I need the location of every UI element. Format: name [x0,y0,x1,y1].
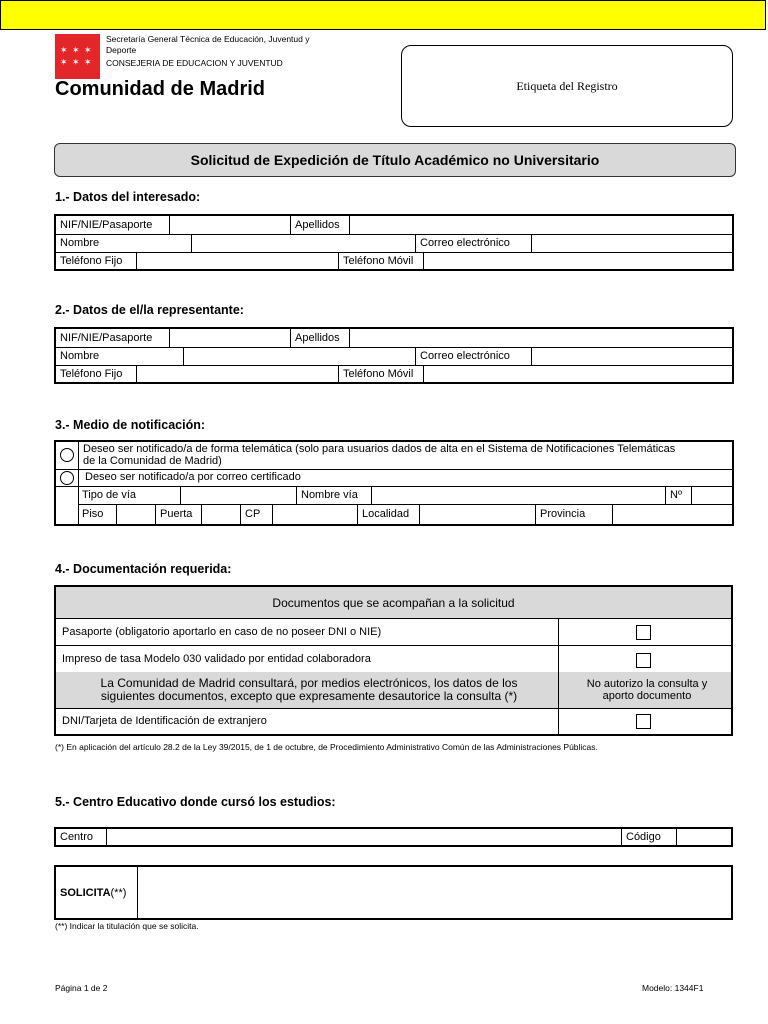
apellidos-label: Apellidos [291,216,350,234]
localidad-input[interactable] [420,504,536,524]
tel-movil-label: Teléfono Móvil [339,252,424,269]
rep-tel-movil-label: Teléfono Móvil [339,365,424,382]
tipo-via-label: Tipo de vía [78,486,181,504]
cp-input[interactable] [273,504,358,524]
rep-apellidos-input[interactable] [350,329,732,347]
section3-table [54,440,734,526]
top-highlight-bar [0,0,766,30]
nombre-via-input[interactable] [372,486,666,504]
section2-title: 2.- Datos de el/la representante: [55,303,244,317]
centro-input[interactable] [107,829,622,845]
consult-notice: La Comunidad de Madrid consultará, por medios electrónicos, los datos de los siguientes documentos, excepto que expresamente desautorice la consulta (*) [56,672,559,708]
section3-title: 3.- Medio de notificación: [55,418,206,432]
model-number: Modelo: 1344F1 [642,983,704,993]
section2-table [54,327,734,384]
section4-title: 4.- Documentación requerida: [55,562,232,576]
numero-label: Nº [666,486,692,504]
form-title: Solicitud de Expedición de Título Académico no Universitario [54,143,736,177]
codigo-input[interactable] [677,829,731,845]
rep-tel-fijo-input[interactable] [137,365,339,382]
org-name: Secretaría General Técnica de Educación, Juventud y Deporte CONSEJERIA DE EDUCACION Y JUVENTUD [106,34,310,68]
rep-nombre-input[interactable] [184,347,416,365]
rep-correo-input[interactable] [532,347,732,365]
numero-input[interactable] [692,486,732,504]
comunidad-madrid-logo: ✶ ✶ ✶ ✶ ✶ ✶ [55,34,100,79]
piso-input[interactable] [117,504,156,524]
puerta-input[interactable] [202,504,241,524]
tel-movil-input[interactable] [424,252,732,269]
brand-title: Comunidad de Madrid [55,78,265,100]
tel-fijo-input[interactable] [137,252,339,269]
nif-input[interactable] [170,216,291,234]
documents-header: Documentos que se acompañan a la solicitud [56,587,731,619]
rep-correo-label: Correo electrónico [416,347,532,365]
no-authorize-header: No autorizo la consulta y aporto documento [586,678,708,702]
notify-telematic-label: Deseo ser notificado/a de forma telemática (solo para usuarios dados de alta en el Sistema de Notificaciones Telemáticas de la Comunidad de Madrid) [83,443,676,467]
correo-input[interactable] [532,234,732,252]
puerta-label: Puerta [156,504,202,524]
codigo-label: Código [622,829,677,845]
apellidos-input[interactable] [350,216,732,234]
registry-stamp-box: Etiqueta del Registro [401,45,733,127]
solicita-label: SOLICITA (**) [56,867,138,918]
piso-label: Piso [78,504,117,524]
cp-label: CP [241,504,273,524]
nombre-via-label: Nombre vía [297,486,372,504]
doc-dni-label: DNI/Tarjeta de Identificación de extranjero [56,708,559,734]
solicita-input[interactable] [138,867,731,918]
centro-table [54,827,733,847]
notify-mail-radio[interactable] [60,471,74,485]
rep-apellidos-label: Apellidos [291,329,350,347]
provincia-label: Provincia [536,504,613,524]
rep-nif-label: NIF/NIE/Pasaporte [56,329,170,347]
nif-label: NIF/NIE/Pasaporte [56,216,170,234]
rep-nombre-label: Nombre [56,347,184,365]
doc-passport-checkbox[interactable] [636,625,651,640]
centro-label: Centro [56,829,107,845]
footnote-law: (*) En aplicación del artículo 28.2 de la Ley 39/2015, de 1 de octubre, de Procedimiento Administrativo Común de las Administraciones Públicas. [55,742,598,752]
footnote-titulacion: (**) Indicar la titulación que se solicita. [55,921,199,931]
doc-tasa-checkbox[interactable] [636,653,651,668]
section5-title: 5.- Centro Educativo donde cursó los estudios: [55,795,336,809]
notify-telematic-radio[interactable] [60,448,74,462]
section1-table [54,214,734,271]
rep-tel-fijo-label: Teléfono Fijo [56,365,137,382]
tipo-via-input[interactable] [181,486,297,504]
correo-label: Correo electrónico [416,234,532,252]
nombre-label: Nombre [56,234,192,252]
page-number: Página 1 de 2 [55,983,108,993]
documents-table [54,585,733,736]
solicita-box [54,865,733,920]
nombre-input[interactable] [192,234,416,252]
notify-mail-label: Deseo ser notificado/a por correo certificado [85,471,301,483]
rep-tel-movil-input[interactable] [424,365,732,382]
section1-title: 1.- Datos del interesado: [55,190,201,204]
localidad-label: Localidad [358,504,420,524]
rep-nif-input[interactable] [170,329,291,347]
provincia-input[interactable] [613,504,732,524]
tel-fijo-label: Teléfono Fijo [56,252,137,269]
doc-passport-label: Pasaporte (obligatorio aportarlo en caso de no poseer DNI o NIE) [56,618,559,645]
doc-tasa-label: Impreso de tasa Modelo 030 validado por entidad colaboradora [56,645,559,672]
doc-dni-checkbox[interactable] [636,714,651,729]
